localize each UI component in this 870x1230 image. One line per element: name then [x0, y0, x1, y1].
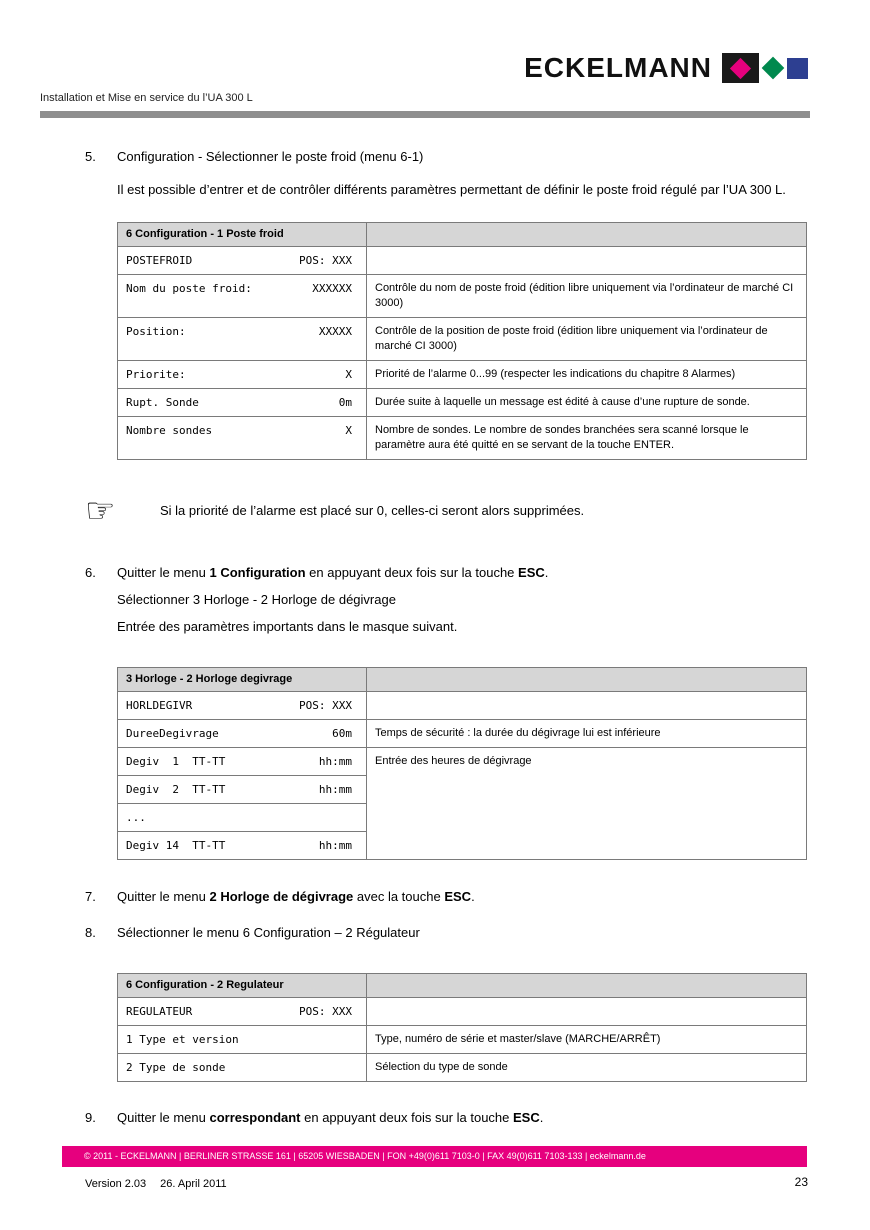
param-description: Contrôle du nom de poste froid (édition libre uniquement via l’ordinateur de marché CI 3000)	[367, 275, 807, 318]
param-value: POS: XXX	[299, 699, 352, 712]
version-label: Version 2.03	[85, 1178, 147, 1190]
table-configuration-poste-froid	[117, 222, 807, 460]
param-label: Position:	[126, 325, 186, 338]
table-row	[118, 275, 807, 318]
version-date: 26. April 2011	[160, 1178, 227, 1190]
param-label: POSTEFROID	[126, 254, 193, 267]
param-label: Rupt. Sonde	[126, 396, 199, 409]
param-value	[352, 1032, 358, 1047]
logo-green-diamond-icon	[762, 57, 785, 80]
step-5	[85, 148, 810, 166]
note-block	[85, 494, 810, 528]
param-label: HORLDEGIVR	[126, 699, 193, 712]
param-value: XXXXXX	[312, 282, 352, 295]
param-label: Degiv 14 TT-TT	[126, 839, 226, 852]
param-value: X	[345, 424, 352, 437]
table-title: 6 Configuration - 2 Regulateur	[118, 974, 367, 998]
param-description-merged: Entrée des heures de dégivrage	[367, 748, 807, 860]
footer-address-bar: © 2011 - ECKELMANN | BERLINER STRASSE 161 | 65205 WIESBADEN | FON +49(0)611 7103-0 | FAX 49(0)611 7103-133 | eckelmann.de	[62, 1146, 807, 1167]
table-row	[118, 720, 807, 748]
eckelmann-logo	[524, 52, 808, 84]
step-6	[85, 564, 810, 645]
page-number: 23	[794, 1175, 808, 1189]
table-row	[118, 998, 807, 1026]
step-6-number: 6.	[85, 565, 96, 580]
param-description: Temps de sécurité : la durée du dégivrage lui est inférieure	[367, 720, 807, 748]
step-7-line: Quitter le menu 2 Horloge de dégivrage avec la touche ESC.	[117, 889, 475, 904]
table-row	[118, 1054, 807, 1082]
table-header-row	[118, 974, 807, 998]
table-configuration-regulateur	[117, 973, 807, 1082]
param-description: Durée suite à laquelle un message est édité à cause d’une rupture de sonde.	[367, 389, 807, 417]
logo-magenta-diamond-icon	[730, 57, 751, 78]
param-value	[352, 810, 358, 825]
table-header-empty-cell	[367, 223, 807, 247]
table-row	[118, 748, 807, 776]
step-8-line: Sélectionner le menu 6 Configuration – 2 Régulateur	[117, 925, 420, 940]
table-header-empty-cell	[367, 974, 807, 998]
logo-black-square	[722, 53, 759, 83]
step-5-paragraph: Il est possible d’entrer et de contrôler différents paramètres permettant de définir le poste froid régulé par l’UA 300 L.	[117, 182, 786, 197]
param-label: ...	[126, 811, 146, 824]
param-value: hh:mm	[318, 839, 352, 852]
param-value: XXXXX	[318, 325, 352, 338]
table-title: 6 Configuration - 1 Poste froid	[118, 223, 367, 247]
param-value	[352, 1060, 358, 1075]
param-value: X	[345, 368, 352, 381]
table-title: 3 Horloge - 2 Horloge degivrage	[118, 668, 367, 692]
param-value: hh:mm	[318, 755, 352, 768]
table-row	[118, 247, 807, 275]
header-separator-bar	[40, 111, 810, 118]
param-description: Priorité de l’alarme 0...99 (respecter les indications du chapitre 8 Alarmes)	[367, 361, 807, 389]
step-7	[85, 888, 810, 915]
logo-blue-square-icon	[787, 58, 808, 79]
param-label: 2 Type de sonde	[126, 1061, 226, 1074]
table-header-row	[118, 223, 807, 247]
table-horloge-degivrage	[117, 667, 807, 860]
param-value: 60m	[332, 727, 352, 740]
param-description: Sélection du type de sonde	[367, 1054, 807, 1082]
table-row	[118, 692, 807, 720]
step-9	[85, 1109, 810, 1136]
table-row	[118, 318, 807, 361]
table-header-row	[118, 668, 807, 692]
logo-wordmark: ECKELMANN	[524, 52, 712, 83]
param-label: 1 Type et version	[126, 1033, 239, 1046]
document-header-title: Installation et Mise en service du l’UA 300 L	[40, 92, 253, 104]
step-6-line-2: Sélectionner 3 Horloge - 2 Horloge de dégivrage	[117, 592, 396, 607]
note-text: Si la priorité de l’alarme est placé sur 0, celles-ci seront alors supprimées.	[160, 503, 585, 518]
step-6-line-3: Entrée des paramètres importants dans le masque suivant.	[117, 619, 458, 634]
param-label: Degiv 1 TT-TT	[126, 755, 226, 768]
step-5-number: 5.	[85, 149, 96, 164]
step-8	[85, 924, 810, 951]
param-label: REGULATEUR	[126, 1005, 193, 1018]
eckelmann-logo-mark	[722, 53, 808, 83]
param-description: Type, numéro de série et master/slave (MARCHE/ARRÊT)	[367, 1026, 807, 1054]
param-label: Priorite:	[126, 368, 186, 381]
step-7-number: 7.	[85, 889, 96, 904]
page-content	[0, 118, 870, 1136]
param-description: Contrôle de la position de poste froid (édition libre uniquement via l’ordinateur de marché CI 3000)	[367, 318, 807, 361]
table-row	[118, 417, 807, 460]
step-9-number: 9.	[85, 1110, 96, 1125]
table-header-empty-cell	[367, 668, 807, 692]
param-label: Degiv 2 TT-TT	[126, 783, 226, 796]
step-6-line-1: Quitter le menu 1 Configuration en appuyant deux fois sur la touche ESC.	[117, 565, 549, 580]
step-8-number: 8.	[85, 925, 96, 940]
param-label: Nom du poste froid:	[126, 282, 252, 295]
step-5-title: Configuration - Sélectionner le poste froid (menu 6-1)	[117, 149, 424, 164]
step-9-line: Quitter le menu correspondant en appuyant deux fois sur la touche ESC.	[117, 1110, 544, 1125]
param-value: POS: XXX	[299, 1005, 352, 1018]
table-row	[118, 1026, 807, 1054]
param-value: 0m	[338, 396, 352, 409]
param-label: DureeDegivrage	[126, 727, 219, 740]
footer-version	[85, 1178, 241, 1190]
param-description: Nombre de sondes. Le nombre de sondes branchées sera scanné lorsque le paramètre aura été quitté en se servant de la touche ENTER.	[367, 417, 807, 460]
param-description	[367, 998, 807, 1026]
pointing-hand-icon: ☞	[85, 492, 116, 530]
table-row	[118, 361, 807, 389]
table-row	[118, 389, 807, 417]
param-value: POS: XXX	[299, 254, 352, 267]
param-description	[367, 247, 807, 275]
param-description	[367, 692, 807, 720]
param-value: hh:mm	[318, 783, 352, 796]
param-label: Nombre sondes	[126, 424, 213, 437]
